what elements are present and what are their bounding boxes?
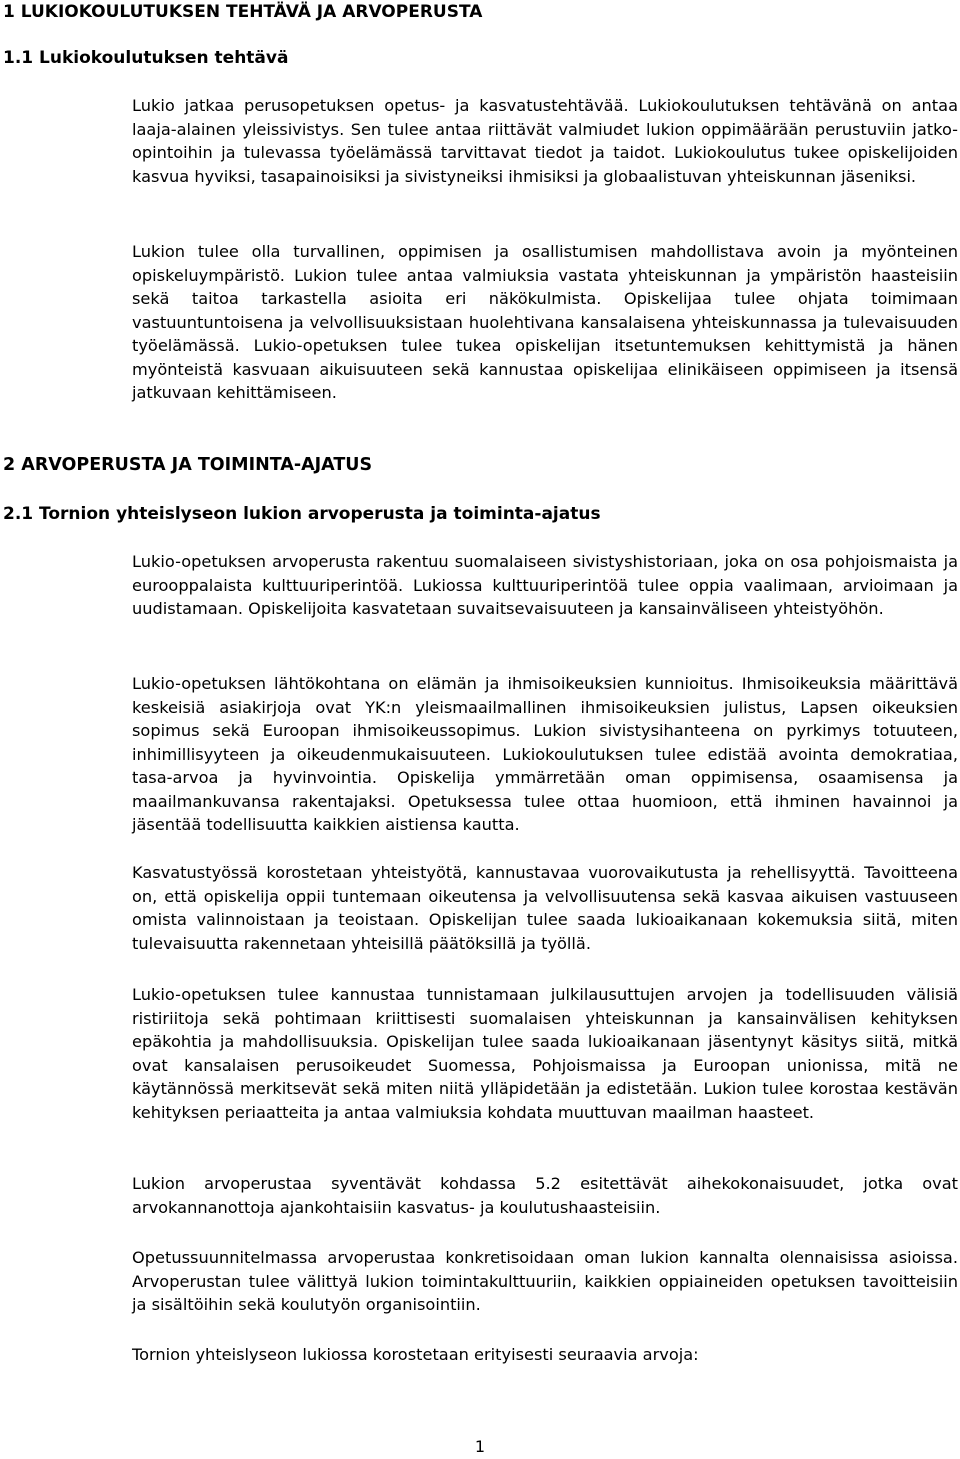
paragraph: Lukio-opetuksen tulee kannustaa tunnistamaan julkilausuttujen arvojen ja todellisuuden välisiä ristiriitoja sekä pohtimaan kriittisesti suomalaisen yhteiskunnan ja kansainvälisen kehityksen epäkohtia ja mahdollisuuksia. Opiskelijan tulee saada lukioaikanaan jäsentynyt käsitys siitä, mitkä ovat kansalaisen perusoikeudet Suomessa, Pohjoismaissa ja Euroopan unionissa, mitä ne käytännössä merkitsevät sekä miten niitä ylläpidetään ja edistetään. Lukion tulee korostaa kestävän kehityksen periaatteita ja antaa valmiuksia kohdata muuttuvan maailman haasteet. bbox=[132, 985, 958, 1122]
subheading-1-1: 1.1 Lukiokoulutuksen tehtävä bbox=[3, 48, 289, 68]
paragraph: Tornion yhteislyseon lukiossa korostetaan erityisesti seuraavia arvoja: bbox=[132, 1345, 699, 1364]
paragraph: Opetussuunnitelmassa arvoperustaa konkretisoidaan oman lukion kannalta olennaisissa asioissa. Arvoperustan tulee välittyä lukion toimintakulttuuriin, kaikkien oppiaineiden opetuksen tavoitteisiin ja sisältöihin sekä koulutyön organisointiin. bbox=[132, 1248, 958, 1314]
paragraph: Lukio-opetuksen arvoperusta rakentuu suomalaiseen sivistyshistoriaan, joka on osa pohjoismaista ja eurooppalaista kulttuuriperintöä. Lukiossa kulttuuriperintöä tulee oppia vaalimaan, arvioimaan ja uudistamaan. Opiskelijoita kasvatetaan suvaitsevaisuuteen ja kansainväliseen yhteistyöhön. bbox=[132, 552, 958, 618]
main-heading-1: 1 LUKIOKOULUTUKSEN TEHTÄVÄ JA ARVOPERUSTA bbox=[3, 2, 483, 22]
page-number: 1 bbox=[474, 1437, 486, 1456]
main-heading-2: 2 ARVOPERUSTA JA TOIMINTA-AJATUS bbox=[3, 455, 373, 475]
paragraph: Lukio-opetuksen lähtökohtana on elämän ja ihmisoikeuksien kunnioitus. Ihmisoikeuksia määrittävä keskeisiä asiakirjoja ovat YK:n yleismaailmallinen ihmisoikeuksien julistus, Lapsen oikeuksien sopimus sekä Euroopan ihmisoikeussopimus. Lukion sivistysihanteena on pyrkimys totuuteen, inhimillisyyteen ja oikeudenmukaisuuteen. Lukiokoulutuksen tulee edistää avointa demokratiaa, tasa-arvoa ja hyvinvointia. Opiskelija ymmärretään oman oppimisensa, osaamisensa ja maailmankuvansa rakentajaksi. Opetuksessa tulee ottaa huomioon, että ihminen havainnoi ja jäsentää todellisuutta kaikkien aistiensa kautta. bbox=[132, 674, 958, 834]
paragraph: Lukion arvoperustaa syventävät kohdassa 5.2 esitettävät aihekokonaisuudet, jotka ovat arvokannanottoja ajankohtaisiin kasvatus- ja koulutushaasteisiin. bbox=[132, 1174, 958, 1217]
paragraph: Lukio jatkaa perusopetuksen opetus- ja kasvatustehtävää. Lukiokoulutuksen tehtävänä on antaa laaja-alainen yleissivistys. Sen tulee antaa riittävät valmiudet lukion oppimäärään perustuviin jatko-opintoihin ja tulevassa työelämässä tarvittavat tiedot ja taidot. Lukiokoulutus tukee opiskelijoiden kasvua hyviksi, tasapainoisiksi ja sivistyneiksi ihmisiksi ja globaalistuvan yhteiskunnan jäseniksi. bbox=[132, 96, 958, 186]
paragraph: Lukion tulee olla turvallinen, oppimisen ja osallistumisen mahdollistava avoin ja myönteinen opiskeluympäristö. Lukion tulee antaa valmiuksia vastata yhteiskunnan ja ympäristön haasteisiin sekä taitoa tarkastella asioita eri näkökulmista. Opiskelijaa tulee ohjata toimimaan vastuuntuntoisena ja velvollisuuksistaan huolehtivana kansalaisena yhteiskunnassa ja tulevaisuuden työelämässä. Lukio-opetuksen tulee tukea opiskelijan itsetuntemuksen kehittymistä ja hänen myönteistä kasvuaan aikuisuuteen sekä kannustaa opiskelijaa elinikäiseen oppimiseen ja itsensä jatkuvaan kehittämiseen. bbox=[132, 242, 958, 402]
paragraph: Kasvatustyössä korostetaan yhteistyötä, kannustavaa vuorovaikutusta ja rehellisyyttä. Tavoitteena on, että opiskelija oppii tuntemaan oikeutensa ja velvollisuutensa sekä kasvaa aikuisen vastuuseen omista valinnoistaan ja teoistaan. Opiskelijan tulee saada lukioaikanaan kokemuksia siitä, miten tulevaisuutta rakennetaan yhteisillä päätöksillä ja työllä. bbox=[132, 863, 958, 953]
subheading-2-1: 2.1 Tornion yhteislyseon lukion arvoperusta ja toiminta-ajatus bbox=[3, 504, 601, 524]
